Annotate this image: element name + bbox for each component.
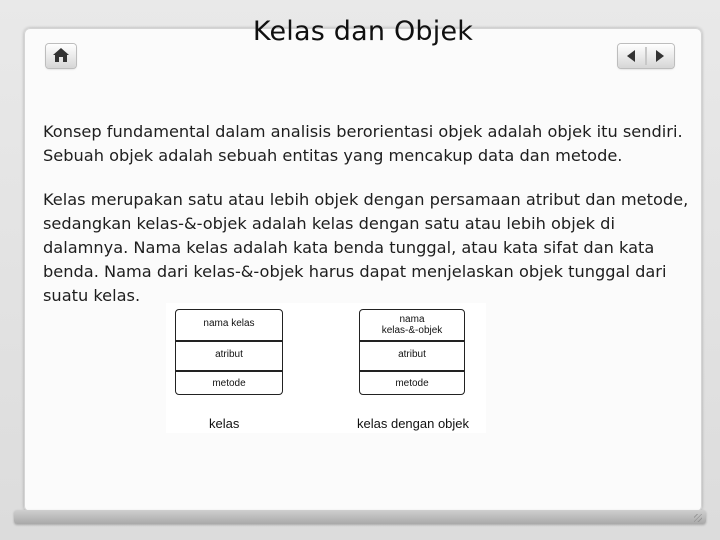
uml-class-name: nama kelas bbox=[203, 318, 255, 329]
uml-divider bbox=[176, 340, 282, 342]
caption-kelas: kelas bbox=[209, 416, 240, 431]
uml-class-object-name-2: kelas-&-objek bbox=[381, 325, 443, 336]
uml-divider bbox=[360, 340, 464, 342]
uml-class-object-name-1: nama bbox=[399, 314, 425, 325]
caption-kelas-dengan-objek: kelas dengan objek bbox=[357, 416, 470, 431]
triangle-right-icon bbox=[655, 50, 665, 62]
uml-class-method: metode bbox=[212, 378, 246, 389]
uml-class-attribute: atribut bbox=[215, 349, 243, 360]
uml-class-object-box bbox=[359, 309, 465, 395]
slide-navigation bbox=[618, 44, 674, 68]
uml-class-object-method: metode bbox=[395, 378, 429, 389]
previous-slide-button[interactable] bbox=[618, 44, 645, 68]
resize-grip-icon[interactable] bbox=[694, 514, 702, 522]
slide-title: Kelas dan Objek bbox=[252, 16, 474, 47]
triangle-left-icon bbox=[626, 50, 636, 62]
paragraph-objek: Konsep fundamental dalam analisis berorientasi objek adalah objek itu sendiri. Sebuah objek adalah sebuah entitas yang mencakup data dan metode. bbox=[43, 122, 683, 165]
paragraph-kelas: Kelas merupakan satu atau lebih objek dengan persamaan atribut dan metode, sedangkan kelas-&-objek adalah kelas dengan satu atau lebih objek di dalamnya. Nama kelas adalah kata benda tunggal, atau kata sifat dan kata benda. Nama dari kelas-&-objek harus dapat menjelaskan objek tunggal dari suatu kelas. bbox=[43, 190, 689, 305]
next-slide-button[interactable] bbox=[647, 44, 674, 68]
uml-class-box bbox=[175, 309, 283, 395]
bottom-scroll-bar bbox=[14, 510, 706, 524]
home-button[interactable] bbox=[46, 44, 76, 68]
uml-class-object-attribute: atribut bbox=[398, 349, 426, 360]
home-icon bbox=[53, 48, 69, 62]
class-diagram-figure bbox=[166, 303, 486, 433]
uml-divider bbox=[360, 370, 464, 372]
uml-divider bbox=[176, 370, 282, 372]
